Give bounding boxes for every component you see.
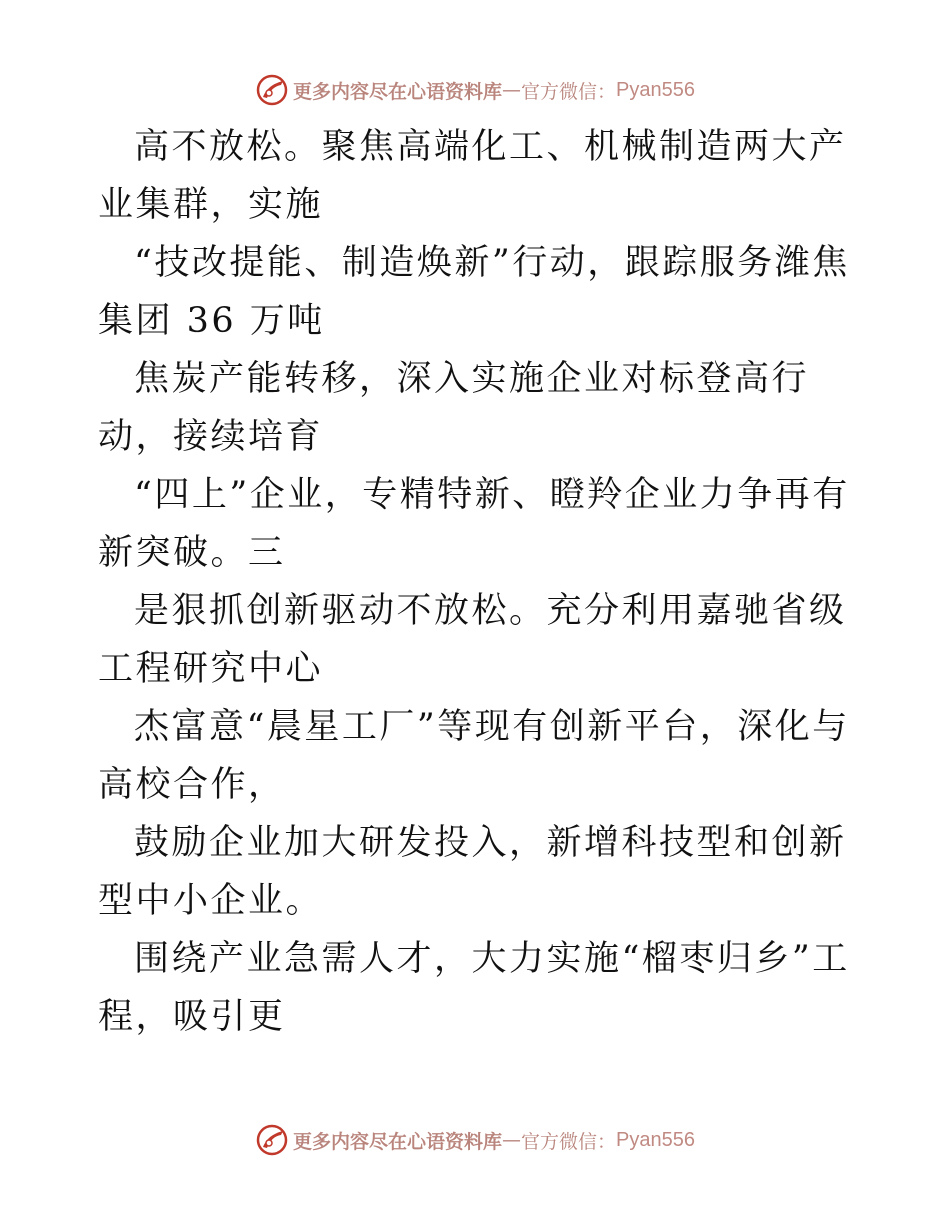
header-watermark-banner <box>0 70 950 110</box>
watermark-text: 更多内容尽在心语资料库 <box>293 80 503 103</box>
watermark-label: 官方微信： <box>521 1130 617 1153</box>
watermark-wechat-id: Pyan556 <box>616 78 695 101</box>
paragraph: 焦炭产能转移，深入实施企业对标登高行动，接续培育 <box>98 359 810 457</box>
paragraph: 是狠抓创新驱动不放松。充分利用嘉驰省级工程研究中心 <box>98 591 847 689</box>
paragraph: “四上”企业，专精特新、瞪羚企业力争再有新突破。三 <box>98 475 850 573</box>
paragraph: 鼓励企业加大研发投入，新增科技型和创新型中小企业。 <box>98 823 847 921</box>
watermark-wechat-id: Pyan556 <box>616 1128 695 1151</box>
paragraph: 高不放松。聚焦高端化工、机械制造两大产业集群，实施 <box>98 127 847 225</box>
paragraph: 杰富意“晨星工厂”等现有创新平台，深化与高校合作， <box>98 707 850 805</box>
paragraph: “技改提能、制造焕新”行动，跟踪服务潍焦集团 36 万吨 <box>98 243 850 341</box>
paragraph: 围绕产业急需人才，大力实施“榴枣归乡”工程，吸引更 <box>98 939 850 1037</box>
brand-logo-icon <box>255 1123 289 1157</box>
document-body <box>98 118 858 1046</box>
footer-watermark-banner <box>0 1120 950 1160</box>
watermark-text: 更多内容尽在心语资料库 <box>293 1130 503 1153</box>
watermark-dash: — <box>502 1129 522 1151</box>
watermark-dash: — <box>502 79 522 101</box>
brand-logo-icon <box>255 73 289 107</box>
watermark-label: 官方微信： <box>521 80 617 103</box>
